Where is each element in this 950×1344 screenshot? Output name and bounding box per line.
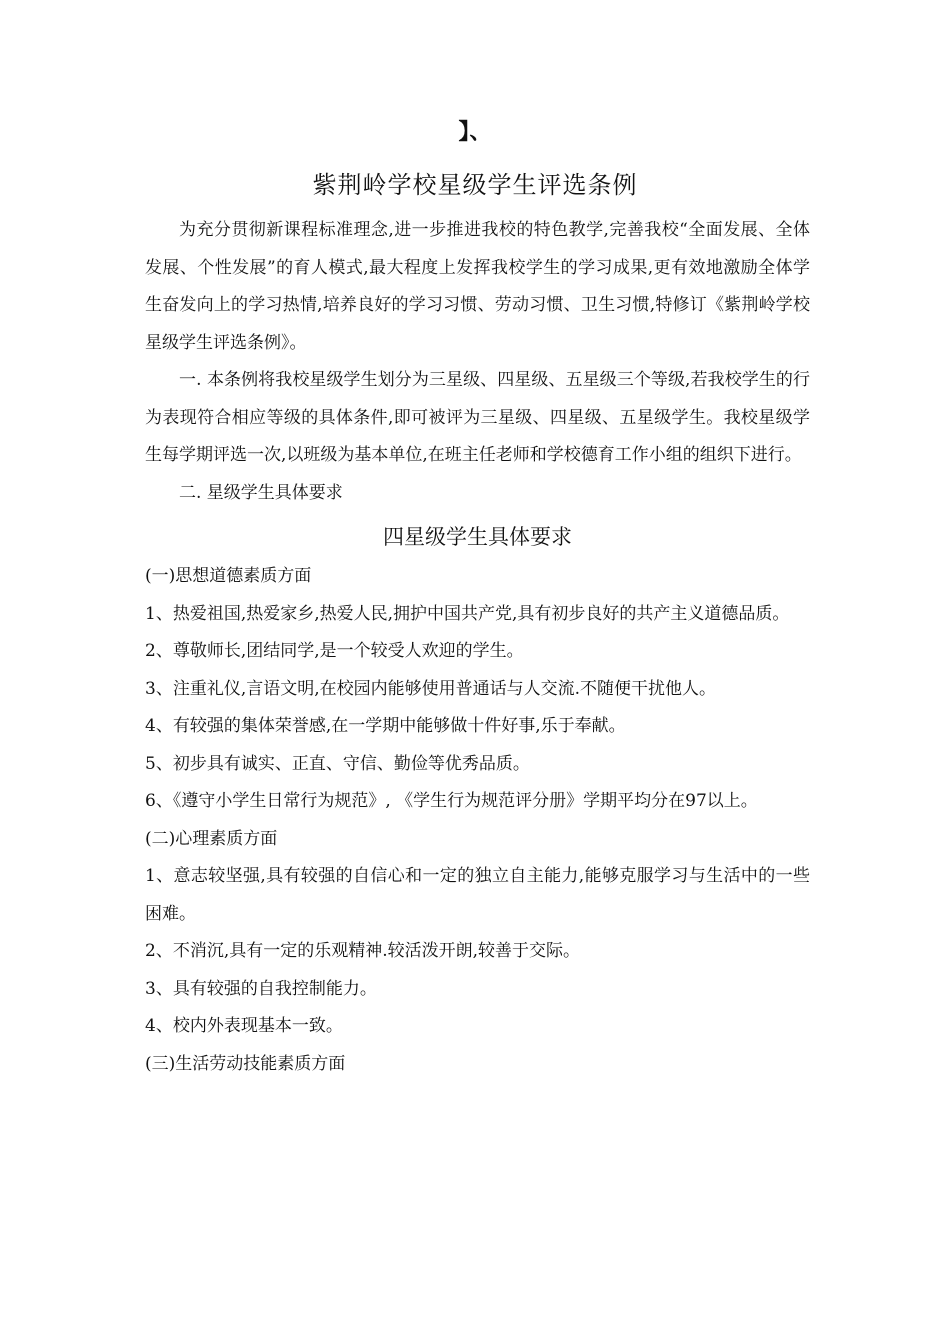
requirement-item: 4、有较强的集体荣誉感,在一学期中能够做十件好事,乐于奉献。 [145,716,626,736]
requirement-item: 6、《遵守小学生日常行为规范》, 《学生行为规范评分册》学期平均分在97以上。 [145,791,758,811]
requirement-category [145,821,810,1046]
requirement-categories [145,558,810,1083]
requirement-category [145,1046,810,1084]
category-heading: (三)生活劳动技能素质方面 [145,1053,346,1074]
requirement-item: 2、尊敬师长,团结同学,是一个较受人欢迎的学生。 [145,641,524,661]
requirement-item: 1、意志较坚强,具有较强的自信心和一定的独立自主能力,能够克服学习与生活中的一些困难。 [145,866,810,924]
document-title: 紫荆岭学校星级学生评选条例 [312,171,638,199]
intro-paragraph: 为充分贯彻新课程标准理念,进一步推进我校的特色教学,完善我校“全面发展、全体发展、个性发展”的育人模式,最大程度上发挥我校学生的学习成果,更有效地激励全体学生奋发向上的学习热情,培养良好的学习习惯、劳动习惯、卫生习惯,特修订《紫荆岭学校星级学生评选条例》。 [145,220,810,353]
document-body [145,212,810,1083]
requirement-item: 4、校内外表现基本一致。 [145,1016,343,1036]
requirement-item: 2、不消沉,具有一定的乐观精神.较活泼开朗,较善于交际。 [145,941,581,961]
category-heading: (一)思想道德素质方面 [145,566,312,586]
page-mark: 】、 [458,120,492,145]
requirement-category [145,558,810,821]
category-heading: (二)心理素质方面 [145,828,278,849]
article-two: 二. 星级学生具体要求 [179,482,343,503]
requirement-item: 3、注重礼仪,言语文明,在校园内能够使用普通话与人交流.不随便干扰他人。 [145,678,717,699]
article-one: 一. 本条例将我校星级学生划分为三星级、四星级、五星级三个等级,若我校学生的行为表现符合相应等级的具体条件,即可被评为三星级、四星级、五星级学生。我校星级学生每学期评选一次,以班级为基本单位,在班主任老师和学校德育工作小组的组织下进行。 [145,370,810,465]
section-title: 四星级学生具体要求 [383,525,572,549]
requirement-item: 1、热爱祖国,热爱家乡,热爱人民,拥护中国共产党,具有初步良好的共产主义道德品质。 [145,603,790,624]
requirement-item: 3、具有较强的自我控制能力。 [145,978,377,999]
requirement-item: 5、初步具有诚实、正直、守信、勤俭等优秀品质。 [145,753,530,774]
